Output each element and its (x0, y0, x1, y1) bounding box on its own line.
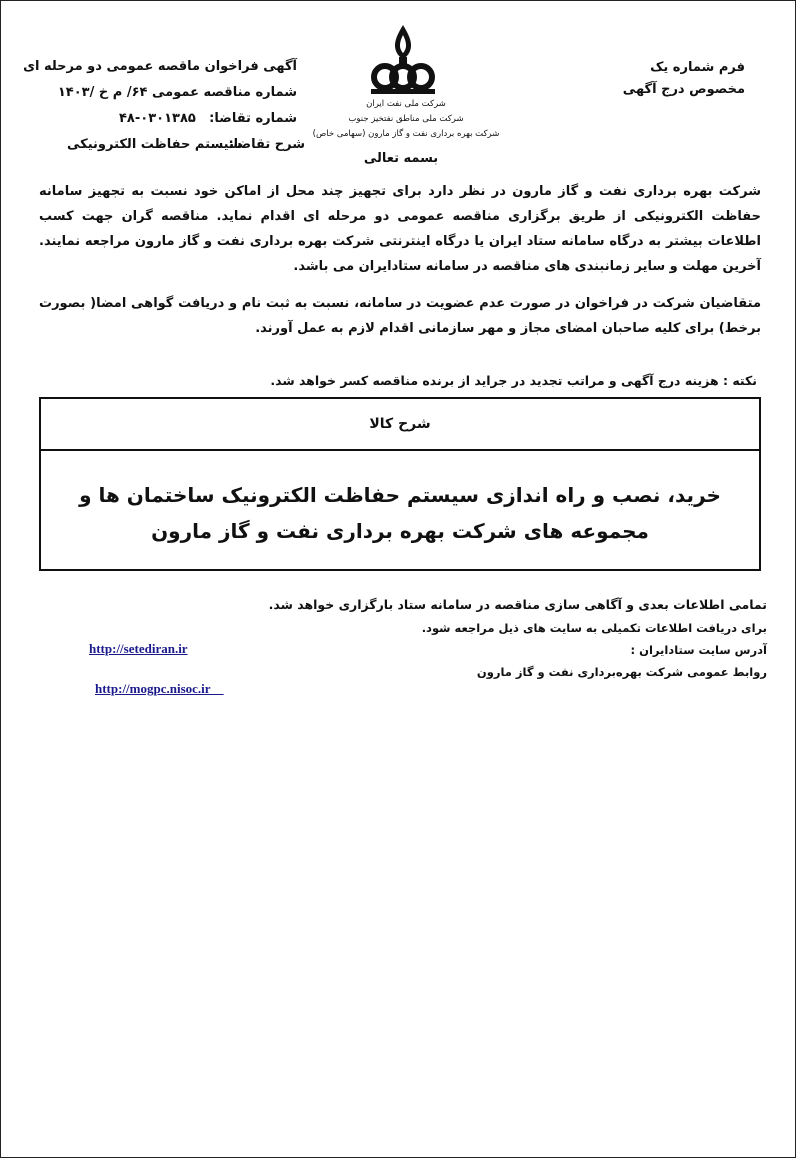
company-line-2: شرکت ملی مناطق نفتخیز جنوب (348, 114, 464, 124)
footer-info-line-1: تمامی اطلاعات بعدی و آگاهی سازی مناقصه در سامانه ستاد بارگزاری خواهد شد. (268, 597, 767, 612)
request-desc-value: سیستم حفاظت الکترونیکی (67, 137, 242, 152)
footer-info-line-4: روابط عمومی شرکت بهره‌برداری نفت و گاز مارون (476, 665, 767, 679)
mogpc-link[interactable]: http://mogpc.nisoc.ir__ (95, 681, 224, 696)
footer-info-line-3: آدرس سایت ستادایران : (630, 643, 767, 657)
nioc-logo-icon (363, 23, 443, 99)
request-label: شماره تقاضا: (209, 111, 297, 126)
footer-info-line-2: برای دریافت اطلاعات تکمیلی به سایت های ذیل مراجعه شود. (421, 621, 767, 635)
request-value: ۴۸-۰۳۰۱۳۸۵ (119, 111, 196, 126)
form-label (623, 57, 745, 101)
body-paragraph-2: متقاضیان شرکت در فراخوان در صورت عدم عضویت در سامانه، نسبت به ثبت نام و دریافت گواهی امضا( بصورت برخط) برای کلیه صاحبان امضای مجاز و مهر سازمانی اقدام لازم به عمل آورند. (39, 296, 761, 336)
company-line-1: شرکت ملی نفت ایران (366, 99, 446, 109)
form-number: فرم شماره یک (650, 60, 745, 75)
goods-description: خرید، نصب و راه اندازی سیستم حفاظت الکترونیک ساختمان ها و مجموعه های شرکت بهره برداری نفت و گاز مارون (79, 483, 721, 543)
request-desc-label: شرح تقاضا: (228, 137, 305, 152)
cost-note: نکته : هزینه درج آگهی و مراتب تجدید در جراید از برنده مناقصه کسر خواهد شد. (270, 373, 757, 388)
notice-title: آگهی فراخوان ماقصه عمومی دو مرحله ای (23, 59, 297, 74)
tender-number: شماره مناقصه عمومی ۶۴/ م خ /۱۴۰۳ (57, 85, 297, 100)
goods-header: شرح کالا (41, 399, 759, 451)
goods-table (39, 397, 761, 571)
basmala: بسمه تعالی (363, 151, 439, 166)
form-purpose: مخصوص درج آگهی (622, 82, 745, 97)
company-line-3: شرکت بهره برداری نفت و گاز مارون (سهامی خاص) (312, 129, 500, 139)
setediran-link[interactable]: http://setediran.ir (89, 641, 188, 656)
company-lines (291, 97, 521, 142)
body-paragraph-1: شرکت بهره برداری نفت و گاز مارون در نظر دارد برای تجهیز چند محل از اماکن خود نسبت به تجهیز سامانه حفاظت الکترونیکی از طریق برگزاری مناقصه عمومی دو مرحله ای اقدام نماید. مناقصه گران جهت کسب اطلاعات بیشتر به درگاه سامانه ستاد ایران یا درگاه اینترنتی شرکت بهره برداری نفت و گاز مارون مراجعه نمایند. آخرین مهلت و سایر زمانبندی های مناقصه در سامانه ستادایران می باشد. (39, 184, 761, 274)
